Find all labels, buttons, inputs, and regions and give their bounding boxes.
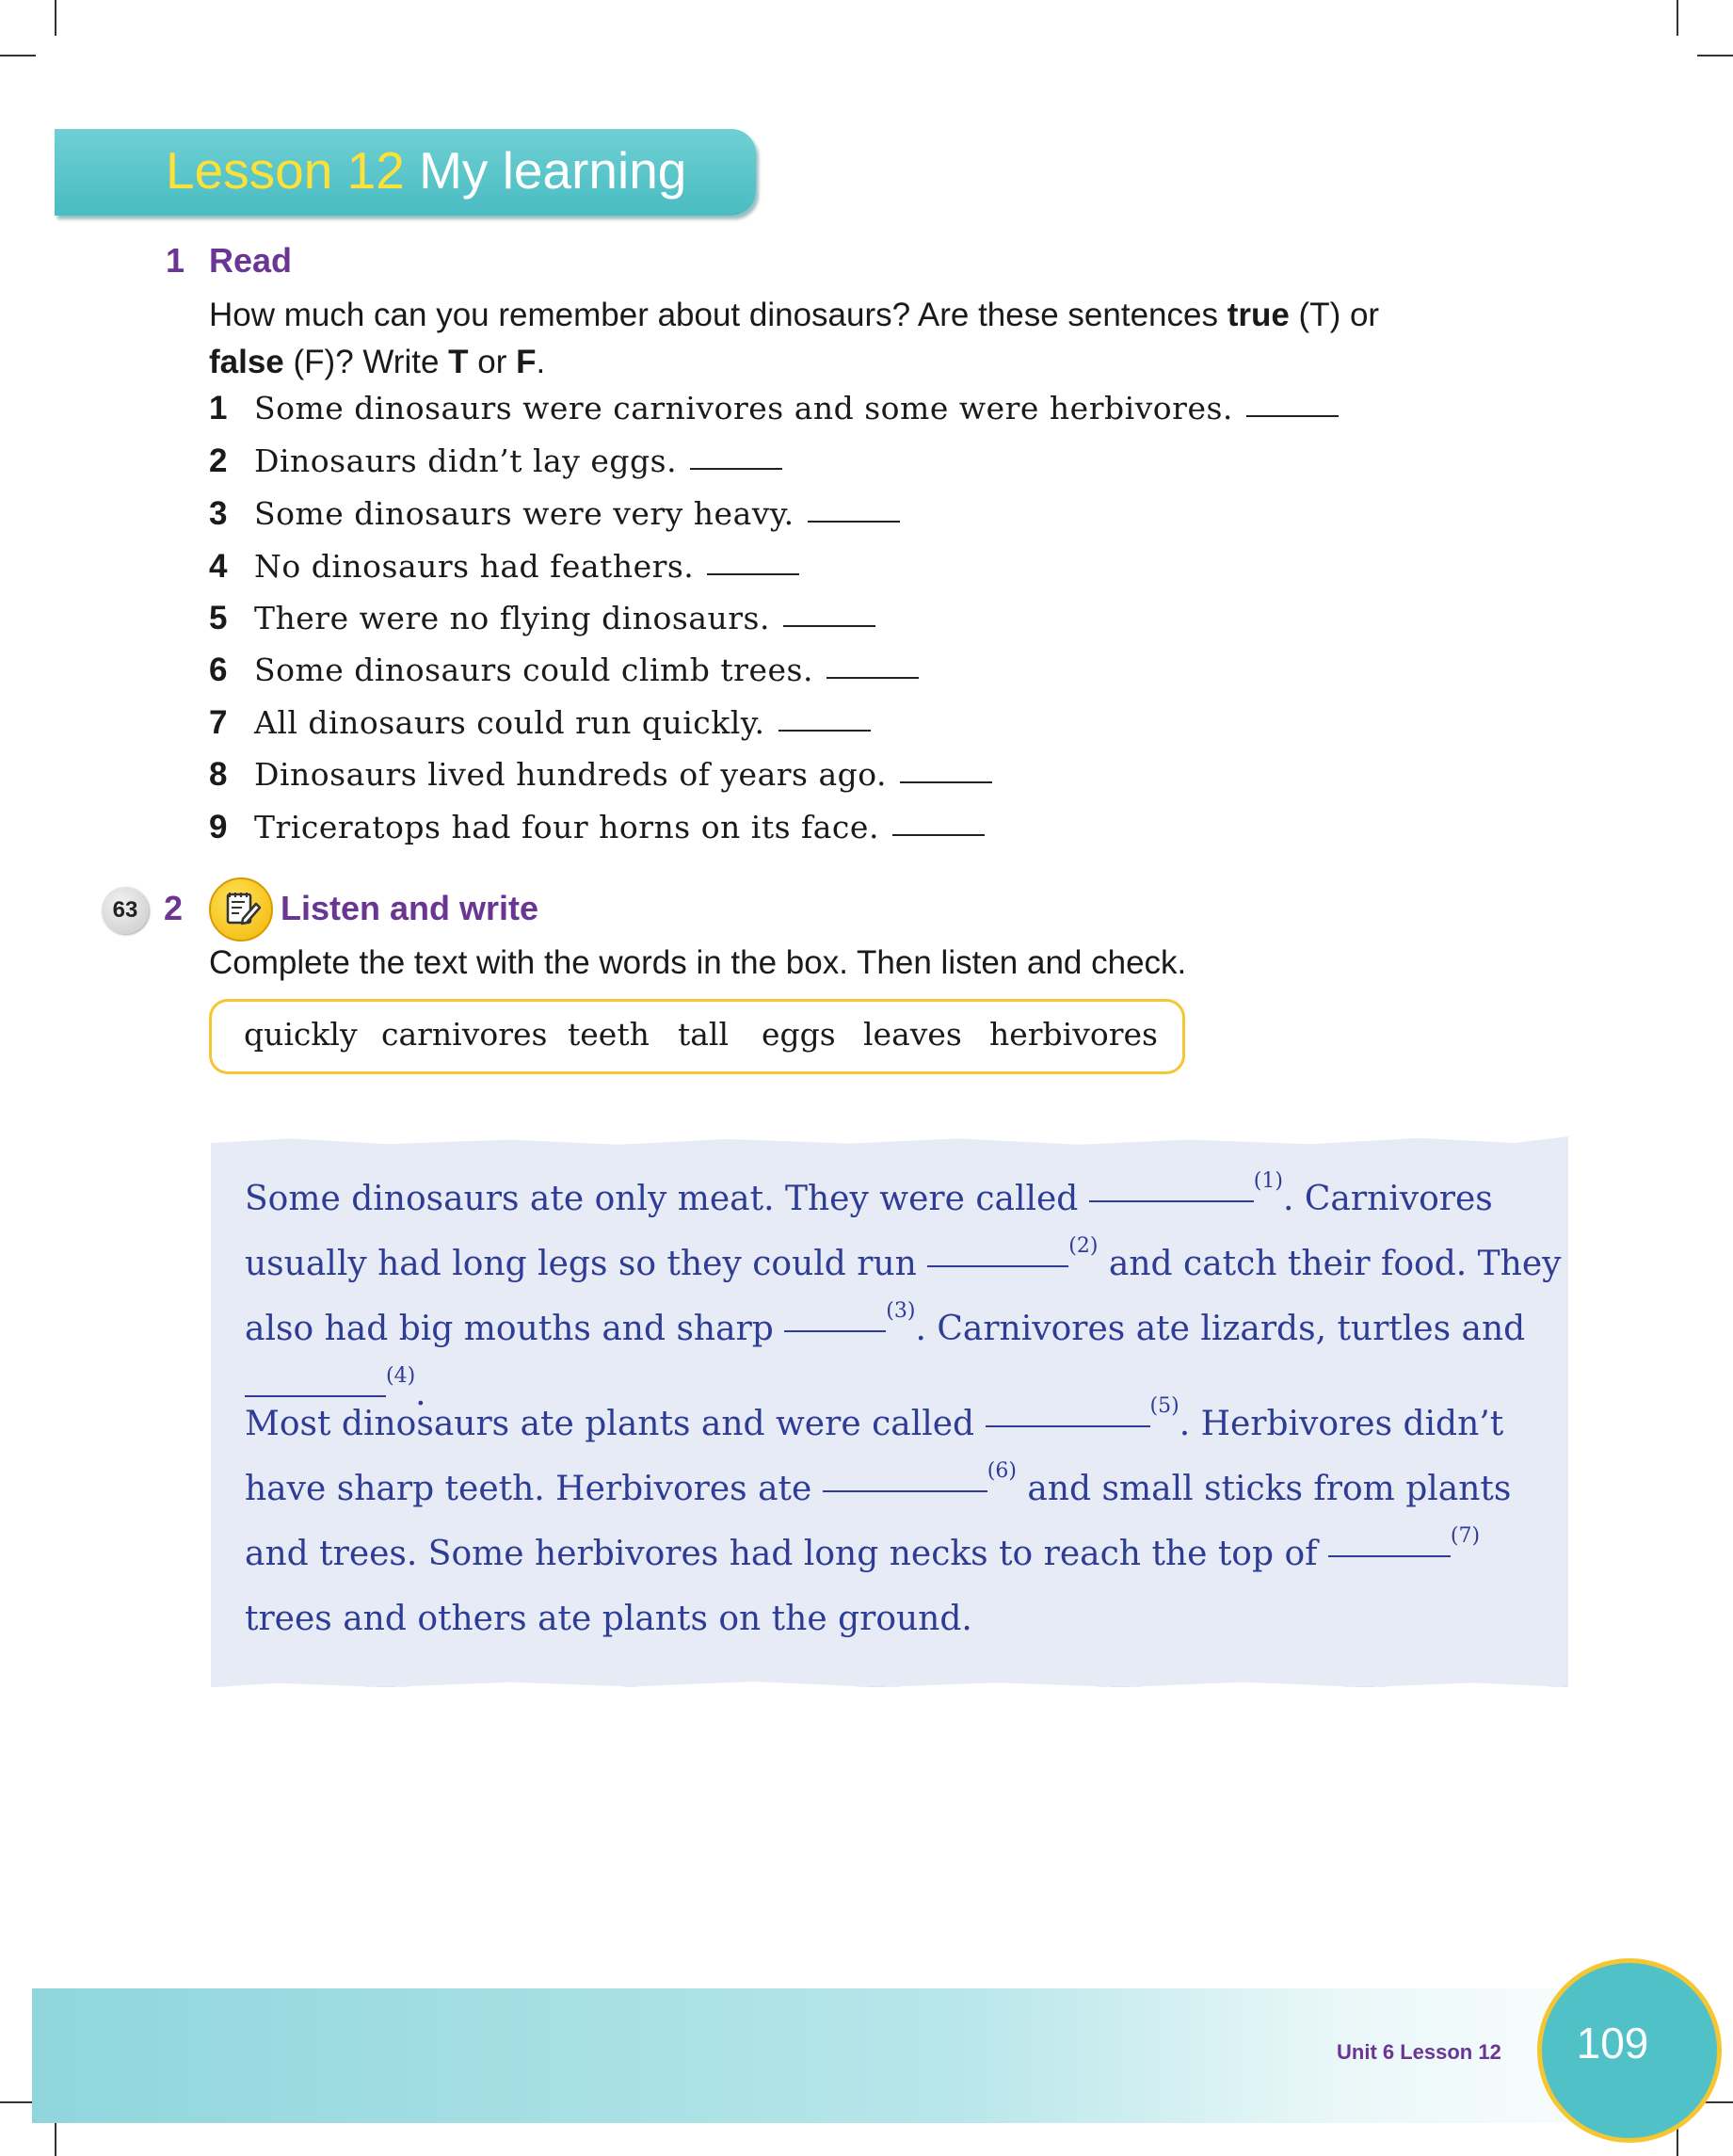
paragraph-text: . Herbivores didn’t have sharp teeth. Herbivores ate <box>245 1405 1504 1508</box>
word-option: leaves <box>863 1016 962 1053</box>
gap-3[interactable] <box>784 1330 886 1332</box>
gap-marker: (1) <box>1253 1169 1283 1193</box>
paragraph-text: . Carnivores usually had long legs so they could run <box>245 1180 1493 1283</box>
statement-number: 3 <box>209 495 228 532</box>
footer-unit-label: Unit 6 Lesson 12 <box>1337 2040 1501 2064</box>
answer-blank[interactable] <box>690 468 782 470</box>
lesson-banner <box>55 129 756 216</box>
answer-blank[interactable] <box>892 834 985 836</box>
statement-text: Triceratops had four horns on its face. <box>254 809 879 845</box>
statement-number: 1 <box>209 390 228 426</box>
paragraph-text: and small sticks from plants and trees. Some herbivores had long necks to reach the top of <box>245 1470 1512 1573</box>
statement-number: 5 <box>209 600 228 636</box>
true-word: true <box>1227 297 1290 333</box>
statement-text: Some dinosaurs were carnivores and some were herbivores. <box>254 390 1233 426</box>
statement-item <box>209 652 919 703</box>
paragraph-text: trees and others ate plants on the ground. <box>245 1600 972 1638</box>
statement-text: Dinosaurs didn’t lay eggs. <box>254 442 678 479</box>
statement-item <box>209 495 900 547</box>
crop-mark <box>0 55 36 56</box>
answer-blank[interactable] <box>778 730 871 732</box>
section-1-number: 1 <box>166 241 185 280</box>
word-option: tall <box>678 1016 730 1053</box>
statement-item <box>209 390 1339 442</box>
section-2-title: Listen and write <box>281 889 539 927</box>
gap-marker: (7) <box>1450 1524 1481 1548</box>
false-word: false <box>209 344 284 380</box>
lesson-heading <box>166 140 686 201</box>
crop-mark <box>55 2120 56 2156</box>
gap-marker: (6) <box>987 1459 1017 1483</box>
answer-blank[interactable] <box>707 573 799 575</box>
gap-marker: (3) <box>886 1299 916 1323</box>
answer-blank[interactable] <box>783 625 875 627</box>
crop-mark <box>55 0 56 36</box>
crop-mark <box>1677 0 1678 36</box>
word-option: quickly <box>244 1016 358 1053</box>
answer-blank[interactable] <box>808 521 900 523</box>
word-box <box>209 999 1185 1074</box>
section-2-number: 2 <box>164 889 184 927</box>
crop-mark <box>0 2101 36 2103</box>
statement-number: 7 <box>209 704 228 741</box>
statement-number: 2 <box>209 442 228 479</box>
word-option: carnivores <box>381 1016 548 1053</box>
statement-item <box>209 442 782 494</box>
statement-item <box>209 756 992 808</box>
paragraph-text: . Carnivores ate lizards, turtles and <box>915 1310 1526 1348</box>
gap-7[interactable] <box>1328 1555 1451 1557</box>
paragraph-herbivores <box>245 1392 1563 1651</box>
instruction-text: How much can you remember about dinosaurs? Are these sentences <box>209 297 1228 333</box>
T-letter: T <box>448 344 469 380</box>
paragraph-carnivores <box>245 1166 1563 1426</box>
word-option: teeth <box>568 1016 650 1053</box>
gap-1[interactable] <box>1089 1200 1254 1202</box>
gap-6[interactable] <box>823 1490 987 1492</box>
notepad-pencil-icon <box>211 879 271 940</box>
statement-number: 4 <box>209 548 228 585</box>
word-option: eggs <box>762 1016 836 1053</box>
statement-number: 6 <box>209 652 228 688</box>
gap-2[interactable] <box>927 1265 1068 1267</box>
statement-text: No dinosaurs had feathers. <box>254 548 695 585</box>
statement-text: Dinosaurs lived hundreds of years ago. <box>254 756 888 793</box>
paragraph-text: Most dinosaurs ate plants and were called <box>245 1405 986 1443</box>
audio-track-badge[interactable]: 63 <box>102 887 149 934</box>
statement-number: 8 <box>209 756 228 793</box>
gap-5[interactable] <box>986 1425 1150 1427</box>
statement-item <box>209 548 799 600</box>
F-letter: F <box>516 344 537 380</box>
paragraph-text: and catch their food. They also had big mouths and sharp <box>245 1245 1562 1348</box>
paragraph-text: Some dinosaurs ate only meat. They were called <box>245 1180 1089 1218</box>
answer-blank[interactable] <box>900 781 992 783</box>
crop-mark <box>1697 55 1733 56</box>
statement-item <box>209 600 875 652</box>
statement-text: Some dinosaurs could climb trees. <box>254 652 813 688</box>
gap-marker: (4) <box>386 1364 416 1388</box>
lesson-number: Lesson 12 <box>166 141 405 200</box>
lesson-title: My learning <box>419 141 687 200</box>
statement-item <box>209 809 985 861</box>
instruction-text: or <box>468 344 517 380</box>
gap-marker: (2) <box>1068 1234 1099 1258</box>
statement-text: There were no flying dinosaurs. <box>254 600 770 636</box>
statement-text: All dinosaurs could run quickly. <box>254 704 765 741</box>
gap-marker: (5) <box>1149 1394 1179 1418</box>
notepad-pencil-icon <box>209 877 273 941</box>
page-number: 109 <box>1576 2019 1649 2068</box>
statement-number: 9 <box>209 809 228 845</box>
section-1-title: Read <box>209 241 293 280</box>
instruction-text: (T) or <box>1289 297 1380 333</box>
word-option: herbivores <box>989 1016 1158 1053</box>
statement-text: Some dinosaurs were very heavy. <box>254 495 794 532</box>
instruction-text: (F)? Write <box>283 344 449 380</box>
statement-item <box>209 704 871 756</box>
instruction-text: . <box>536 344 546 380</box>
section-1-instruction <box>209 292 1565 386</box>
answer-blank[interactable] <box>826 677 919 679</box>
answer-blank[interactable] <box>1246 415 1339 417</box>
section-2-instruction: Complete the text with the words in the box. Then listen and check. <box>209 944 1187 981</box>
paragraph-text: . <box>415 1375 426 1413</box>
